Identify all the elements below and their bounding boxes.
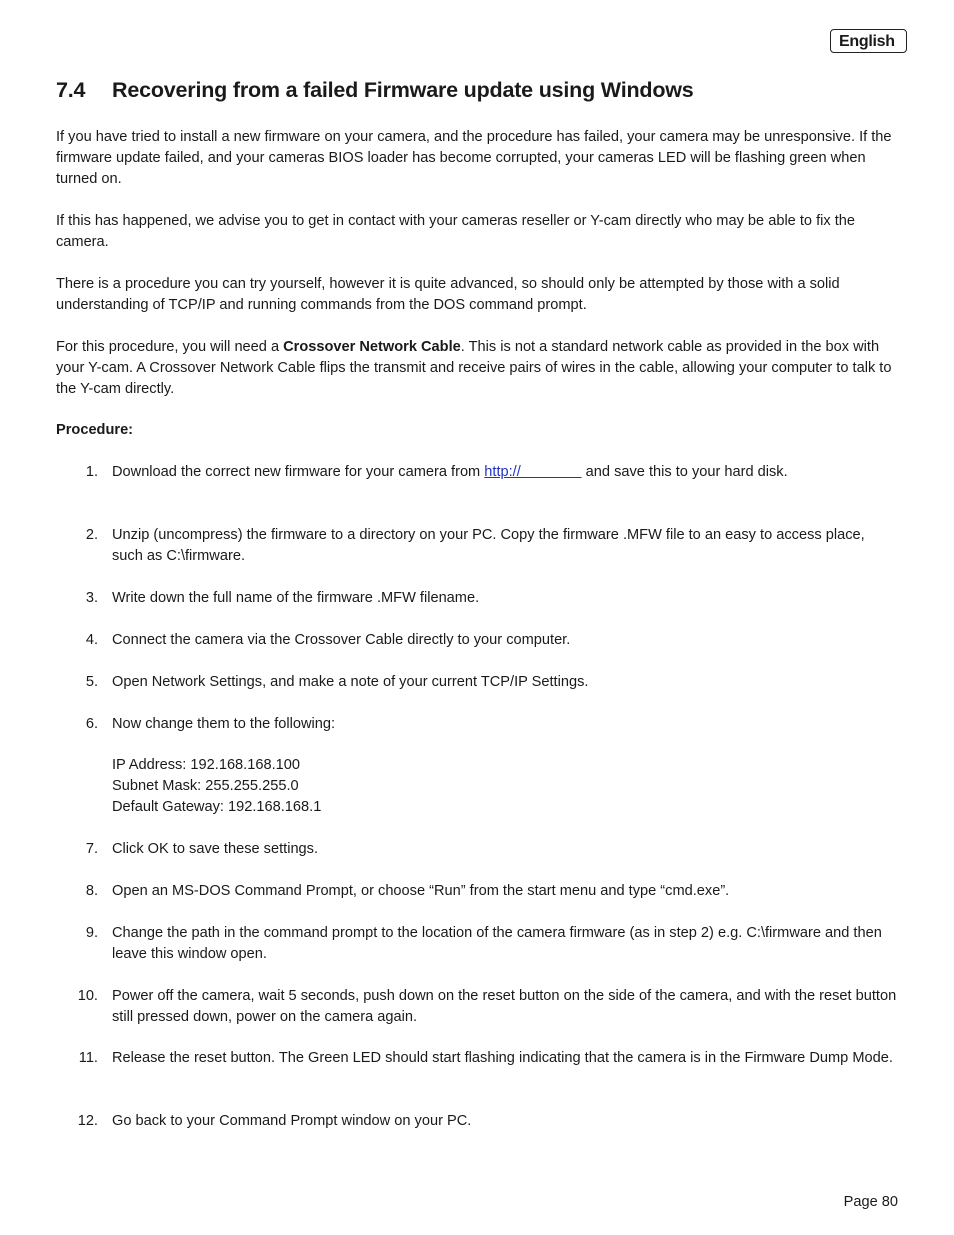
step-1-post: and save this to your hard disk. bbox=[581, 464, 788, 480]
step-number: 4. bbox=[85, 632, 98, 648]
step-number: 6. bbox=[85, 716, 98, 732]
step-number: 9. bbox=[85, 925, 98, 941]
language-badge[interactable]: English bbox=[830, 29, 907, 53]
step-6-text: Now change them to the following: bbox=[112, 716, 336, 732]
step-number: 10. bbox=[77, 988, 98, 1004]
step-number: 5. bbox=[85, 674, 98, 690]
section-number: 7.4 bbox=[56, 78, 86, 102]
step-number: 2. bbox=[85, 527, 98, 543]
warning-paragraph: There is a procedure you can try yourself, however it is quite advanced, so should only be attempted by those with a solid understanding of TCP/IP and running commands from the DOS command prompt. bbox=[56, 276, 840, 313]
section-heading bbox=[56, 78, 694, 103]
default-gateway-setting: Default Gateway: 192.168.168.1 bbox=[112, 799, 322, 815]
step-12-text: Go back to your Command Prompt window on your PC. bbox=[112, 1113, 472, 1129]
cable-text-pre: For this procedure, you will need a bbox=[56, 339, 284, 355]
step-5-text: Open Network Settings, and make a note of your current TCP/IP Settings. bbox=[112, 674, 589, 690]
cable-text-post: . This is not a standard network cable as provided in the box with your Y-cam. A Crossover Network Cable flips the transmit and receive pairs of wires in the cable, allowing your computer to talk to the Y-cam directly. bbox=[56, 339, 892, 397]
step-number: 1. bbox=[85, 464, 98, 480]
step-1-text bbox=[112, 462, 898, 483]
step-9-text: Change the path in the command prompt to the location of the camera firmware (as in step 2) e.g. C:\firmware and then leave this window open. bbox=[112, 925, 882, 962]
step-2-text: Unzip (uncompress) the firmware to a directory on your PC. Copy the firmware .MFW file to an easy to access place, such as C:\firmware. bbox=[112, 527, 865, 564]
step-number: 12. bbox=[77, 1113, 98, 1129]
procedure-label-text: Procedure: bbox=[56, 422, 134, 438]
step-10-text: Power off the camera, wait 5 seconds, push down on the reset button on the side of the camera, and with the reset button still pressed down, power on the camera again. bbox=[112, 988, 897, 1025]
step-number: 8. bbox=[85, 883, 98, 899]
page-number: Page 80 bbox=[843, 1194, 898, 1210]
step-1-pre: Download the correct new firmware for your camera from bbox=[112, 464, 485, 480]
step-11-text: Release the reset button. The Green LED should start flashing indicating that the camera is in the Firmware Dump Mode. bbox=[112, 1050, 893, 1066]
firmware-link[interactable]: http:// bbox=[484, 464, 582, 480]
step-number: 7. bbox=[85, 841, 98, 857]
step-3-text: Write down the full name of the firmware .MFW filename. bbox=[112, 590, 480, 606]
step-8-text: Open an MS-DOS Command Prompt, or choose “Run” from the start menu and type “cmd.exe”. bbox=[112, 883, 730, 899]
step-4-text: Connect the camera via the Crossover Cable directly to your computer. bbox=[112, 632, 571, 648]
step-number: 3. bbox=[85, 590, 98, 606]
ip-address-setting: IP Address: 192.168.168.100 bbox=[112, 757, 300, 773]
cable-name: Crossover Network Cable bbox=[283, 339, 461, 355]
section-title: Recovering from a failed Firmware update using Windows bbox=[112, 78, 694, 102]
cable-paragraph bbox=[56, 337, 898, 400]
procedure-label bbox=[56, 420, 898, 441]
intro-paragraph: If you have tried to install a new firmware on your camera, and the procedure has failed, your camera may be unresponsive. If the firmware update failed, and your cameras BIOS loader has become corrupted, your cameras LED will be flashing green when turned on. bbox=[56, 129, 892, 187]
step-7-text: Click OK to save these settings. bbox=[112, 841, 319, 857]
contact-paragraph: If this has happened, we advise you to get in contact with your cameras reseller or Y-cam directly who may be able to fix the camera. bbox=[56, 213, 856, 250]
step-number: 11. bbox=[78, 1050, 98, 1066]
subnet-mask-setting: Subnet Mask: 255.255.255.0 bbox=[112, 778, 299, 794]
